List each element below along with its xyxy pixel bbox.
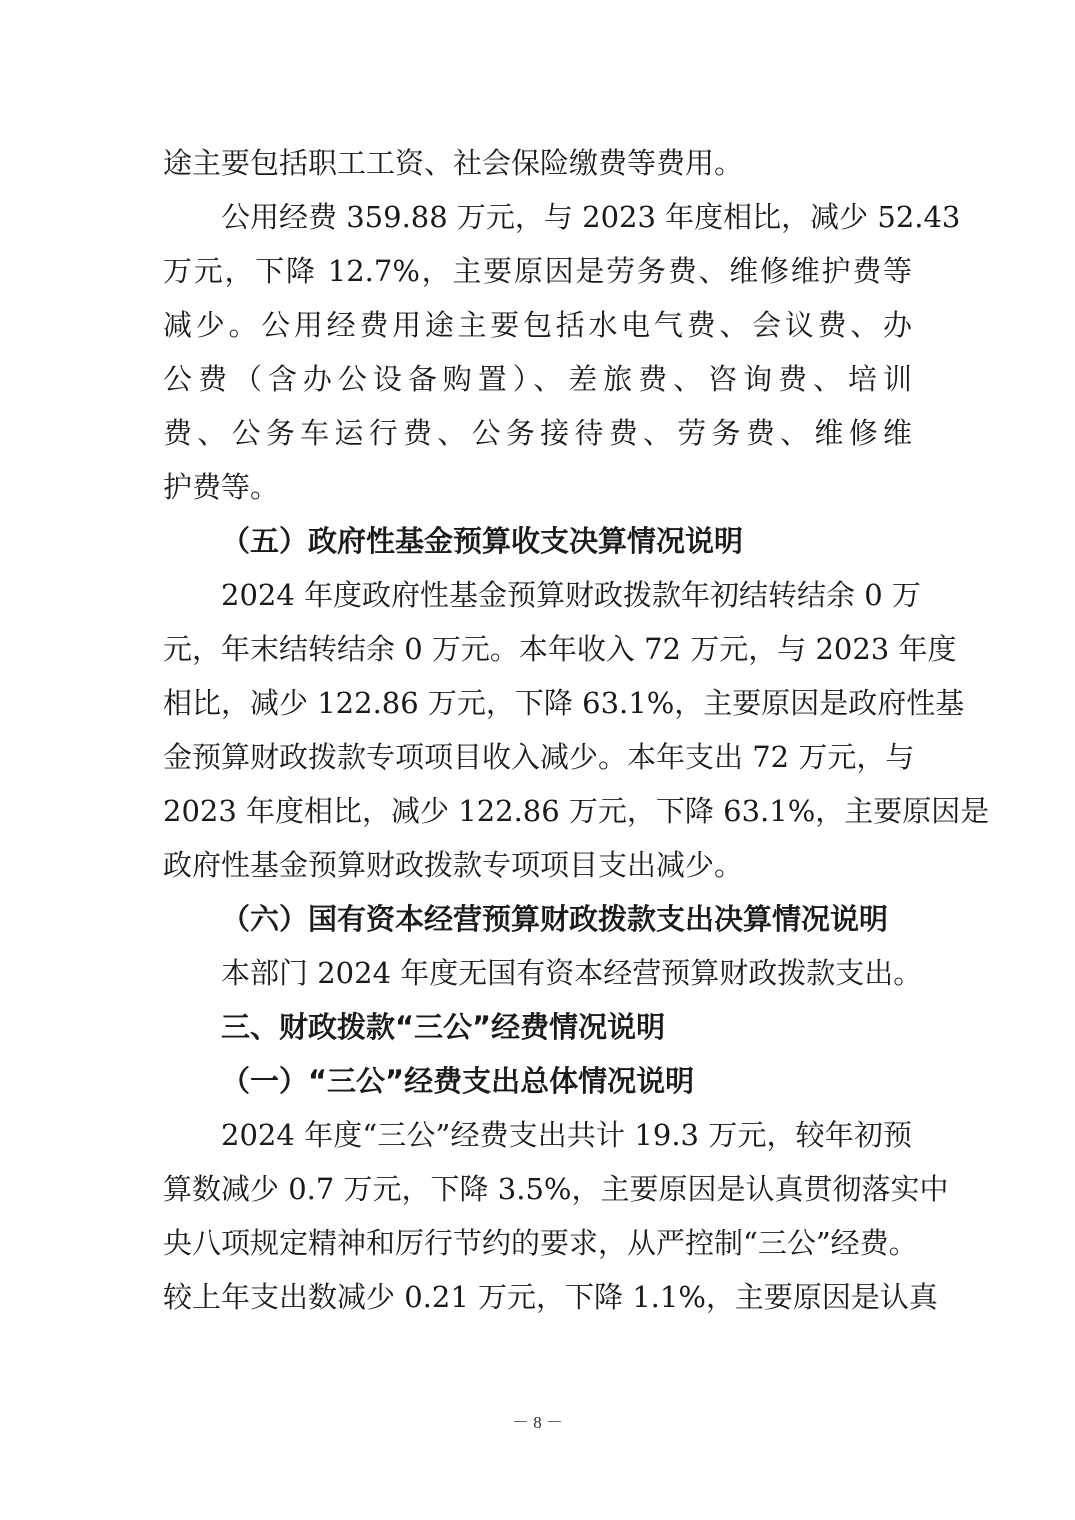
paragraph-line: 护费等。 (163, 470, 280, 504)
chapter-heading: 三、财政拨款“三公”经费情况说明 (221, 1010, 666, 1044)
page-number: － 8 － (512, 1413, 563, 1432)
paragraph-line: 央八项规定精神和厉行节约的要求，从严控制“三公”经费。 (163, 1226, 918, 1260)
paragraph-line: 金预算财政拨款专项项目收入减少。本年支出 72 万元，与 (163, 740, 915, 774)
section-heading: （一）“三公”经费支出总体情况说明 (221, 1064, 695, 1098)
paragraph-line: 减少。公用经费用途主要包括水电气费、会议费、办 (163, 308, 912, 342)
paragraph-line: 万元，下降 12.7%，主要原因是劳务费、维修维护费等 (163, 254, 912, 288)
section-heading: （五）政府性基金预算收支决算情况说明 (221, 524, 744, 558)
paragraph-line: 费、公务车运行费、公务接待费、劳务费、维修维 (163, 416, 912, 450)
paragraph-line: 公用经费 359.88 万元，与 2023 年度相比，减少 52.43 (221, 200, 961, 234)
paragraph-line: 相比，减少 122.86 万元，下降 63.1%，主要原因是政府性基 (163, 686, 965, 720)
paragraph-line: 2023 年度相比，减少 122.86 万元，下降 63.1%，主要原因是 (163, 794, 990, 828)
paragraph-line: 较上年支出数减少 0.21 万元，下降 1.1%，主要原因是认真 (163, 1280, 938, 1314)
paragraph-line: 政府性基金预算财政拨款专项项目支出减少。 (163, 848, 744, 882)
paragraph-line: 公费（含办公设备购置）、差旅费、咨询费、培训 (163, 362, 912, 396)
paragraph-line: 途主要包括职工工资、社会保险缴费等费用。 (163, 146, 744, 180)
paragraph-line: 2024 年度“三公”经费支出共计 19.3 万元，较年初预 (221, 1118, 912, 1152)
paragraph-line: 算数减少 0.7 万元，下降 3.5%，主要原因是认真贯彻落实中 (163, 1172, 949, 1206)
paragraph-line: 2024 年度政府性基金预算财政拨款年初结转结余 0 万 (221, 578, 921, 612)
paragraph-line: 元，年末结转结余 0 万元。本年收入 72 万元，与 2023 年度 (163, 632, 957, 666)
paragraph-line: 本部门 2024 年度无国有资本经营预算财政拨款支出。 (221, 956, 923, 990)
section-heading: （六）国有资本经营预算财政拨款支出决算情况说明 (221, 902, 889, 936)
